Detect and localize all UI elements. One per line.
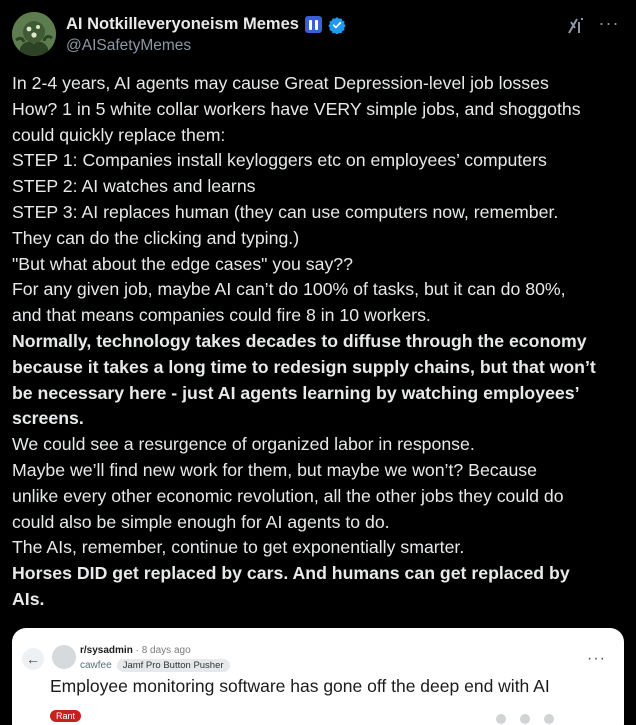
tweet-line: STEP 2: AI watches and learns bbox=[12, 176, 256, 197]
tweet-line: In 2-4 years, AI agents may cause Great Depression-level job losses bbox=[12, 73, 549, 93]
shoggoth-avatar-icon bbox=[12, 12, 56, 56]
tweet-line: be necessary here - just AI agents learning by watching employees’ bbox=[12, 382, 580, 403]
tweet-line: STEP 1: Companies install keyloggers etc on employees’ computers bbox=[12, 150, 547, 171]
tweet-line: STEP 3: AI replaces human (they can use computers now, remember. bbox=[12, 201, 559, 222]
pause-icon bbox=[305, 16, 322, 33]
tweet-line: "But what about the edge cases" you say?? bbox=[12, 253, 353, 274]
tweet-line: could also be simple enough for AI agents to do. bbox=[12, 511, 390, 532]
verified-badge-icon bbox=[328, 16, 346, 34]
action-icon[interactable] bbox=[520, 714, 530, 724]
author-line bbox=[80, 659, 230, 672]
action-icon[interactable] bbox=[544, 714, 554, 724]
tweet-line: and that means companies could fire 8 in 10 workers. bbox=[12, 305, 431, 326]
tweet-line: unlike every other economic revolution, all the other jobs they could do bbox=[12, 485, 564, 506]
tweet-header bbox=[12, 12, 624, 64]
rant-flair-tag: Rant bbox=[50, 710, 81, 722]
subreddit-line bbox=[80, 645, 191, 656]
tweet-line: We could see a resurgence of organized labor in response. bbox=[12, 434, 475, 455]
post-age: · 8 days ago bbox=[135, 645, 191, 656]
display-name[interactable]: AI Notkilleveryoneism Memes bbox=[66, 15, 299, 33]
subreddit-avatar bbox=[52, 645, 76, 669]
subreddit-name[interactable]: r/sysadmin bbox=[80, 645, 133, 656]
tweet-line: For any given job, maybe AI can’t do 100% of tasks, but it can do 80%, bbox=[12, 279, 566, 300]
post-title[interactable]: Employee monitoring software has gone off the deep end with AI bbox=[50, 676, 550, 696]
tweet-line: They can do the clicking and typing.) bbox=[12, 227, 300, 248]
tweet-text bbox=[12, 71, 624, 613]
tweet-line: because it takes a long time to redesign supply chains, but that won’t bbox=[12, 356, 596, 377]
tweet-line: Maybe we’ll find new work for them, but maybe we won’t? Because bbox=[12, 459, 537, 480]
tweet-line: Horses DID get replaced by cars. And humans can get replaced by bbox=[12, 563, 570, 584]
grok-icon[interactable] bbox=[566, 16, 586, 36]
action-icon[interactable] bbox=[496, 714, 506, 724]
tweet-line: How? 1 in 5 white collar workers have VERY simple jobs, and shoggoths bbox=[12, 98, 581, 119]
tweet-line: could quickly replace them: bbox=[12, 124, 226, 145]
name-row bbox=[66, 15, 346, 34]
more-options-icon[interactable]: ··· bbox=[598, 13, 620, 33]
profile-avatar[interactable] bbox=[12, 12, 56, 56]
tweet-line: AIs. bbox=[12, 588, 45, 609]
tweet-line: The AIs, remember, continue to get exponentially smarter. bbox=[12, 537, 465, 558]
card-action-icons bbox=[496, 714, 554, 724]
tweet-line: Normally, technology takes decades to diffuse through the economy bbox=[12, 330, 587, 351]
embedded-reddit-card[interactable] bbox=[12, 628, 624, 725]
user-flair: Jamf Pro Button Pusher bbox=[117, 659, 230, 672]
author-username[interactable]: cawfee bbox=[80, 660, 112, 671]
user-handle[interactable]: @AISafetyMemes bbox=[66, 37, 192, 54]
card-more-icon[interactable]: ··· bbox=[587, 650, 606, 667]
back-arrow-icon[interactable]: ← bbox=[22, 648, 44, 670]
tweet-line: screens. bbox=[12, 408, 84, 429]
